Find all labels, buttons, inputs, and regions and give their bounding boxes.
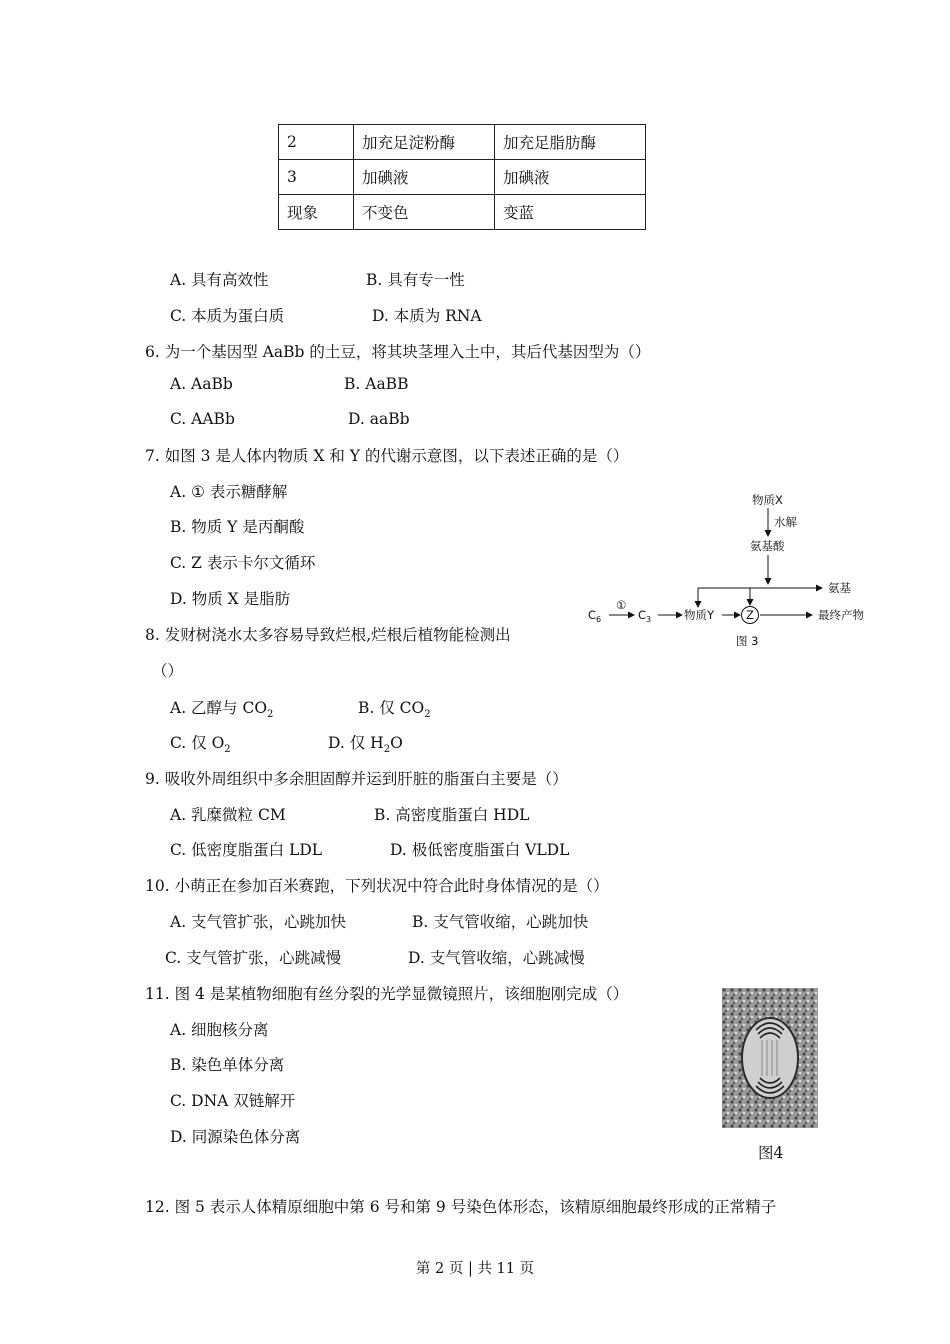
q7-option-b: B. 物质 Y 是丙酮酸	[170, 518, 305, 536]
label-hydrolysis: 水解	[774, 515, 797, 529]
table-row	[279, 160, 646, 195]
q5-option-a: A. 具有高效性	[170, 271, 269, 289]
q7-stem: 7. 如图 3 是人体内物质 X 和 Y 的代谢示意图，以下表述正确的是（）	[145, 447, 629, 465]
q6-option-d: D. aaBb	[348, 410, 410, 428]
table-cell: 2	[279, 125, 354, 160]
q9-option-c: C. 低密度脂蛋白 LDL	[170, 841, 323, 859]
label-z: Z	[746, 608, 754, 622]
q5-option-c: C. 本质为蛋白质	[170, 307, 285, 325]
q8-paren: （）	[152, 662, 184, 680]
label-step-1: ①	[616, 598, 627, 612]
q8-option-c: C. 仅 $O_2$	[170, 734, 231, 756]
q10-stem: 10. 小萌正在参加百米赛跑，下列状况中符合此时身体情况的是（）	[145, 877, 609, 895]
q11-stem: 11. 图 4 是某植物细胞有丝分裂的光学显微镜照片，该细胞刚完成（）	[145, 985, 629, 1003]
q9-option-a: A. 乳糜微粒 CM	[170, 806, 286, 824]
q11-option-a: A. 细胞核分离	[170, 1021, 269, 1039]
q7-option-d: D. 物质 X 是脂肪	[170, 590, 291, 608]
q11-option-b: B. 染色单体分离	[170, 1056, 285, 1074]
mitosis-micrograph	[722, 988, 818, 1128]
q6-stem: 6. 为一个基因型 AaBb 的土豆，将其块茎埋入土中，其后代基因型为（）	[145, 343, 651, 361]
q9-option-d: D. 极低密度脂蛋白 VLDL	[390, 841, 570, 859]
q9-stem: 9. 吸收外周组织中多余胆固醇并运到肝脏的脂蛋白主要是（）	[145, 770, 568, 788]
q10-option-d: D. 支气管收缩，心跳减慢	[408, 949, 585, 967]
label-amino-group: 氨基	[828, 581, 851, 595]
label-final-product: 最终产物	[818, 608, 864, 622]
q6-option-b: B. AaBB	[344, 375, 409, 393]
table-cell: 加碘液	[354, 160, 495, 195]
label-c3: $C_3$	[638, 608, 652, 624]
q10-option-c: C. 支气管扩张，心跳减慢	[165, 949, 342, 967]
table-cell: 加碘液	[495, 160, 646, 195]
q6-option-c: C. AABb	[170, 410, 235, 428]
page-footer: 第 2 页 | 共 11 页	[415, 1261, 535, 1277]
q12-stem: 12. 图 5 表示人体精原细胞中第 6 号和第 9 号染色体形态，该精原细胞最终形成的正常精子	[145, 1198, 777, 1216]
q5-option-b: B. 具有专一性	[366, 271, 465, 289]
table-cell: 3	[279, 160, 354, 195]
q7-option-c: C. Z 表示卡尔文循环	[170, 554, 316, 572]
metabolism-diagram	[580, 488, 880, 653]
figure-3-caption: 图 3	[736, 634, 759, 648]
label-amino-acid: 氨基酸	[750, 539, 785, 553]
figure-4-caption: 图4	[758, 1144, 784, 1162]
label-substance-y: 物质Y	[684, 608, 715, 622]
table-cell: 现象	[279, 195, 354, 230]
table-cell: 不变色	[354, 195, 495, 230]
q7-option-a: A. ① 表示糖酵解	[170, 483, 288, 501]
q11-option-d: D. 同源染色体分离	[170, 1128, 301, 1146]
table-cell: 加充足脂肪酶	[495, 125, 646, 160]
table-row	[279, 125, 646, 160]
q9-option-b: B. 高密度脂蛋白 HDL	[374, 806, 530, 824]
label-c6: $C_6$	[588, 608, 602, 624]
table-cell: 变蓝	[495, 195, 646, 230]
q8-option-b: B. 仅 $CO_2$	[358, 699, 431, 721]
q8-option-a: A. 乙醇与 $CO_2$	[170, 699, 274, 721]
table-cell: 加充足淀粉酶	[354, 125, 495, 160]
q6-option-a: A. AaBb	[170, 375, 233, 393]
table-row	[279, 195, 646, 230]
q10-option-b: B. 支气管收缩，心跳加快	[412, 913, 589, 931]
label-substance-x: 物质X	[752, 493, 783, 507]
experiment-table	[278, 124, 646, 230]
q8-stem: 8. 发财树浇水太多容易导致烂根,烂根后植物能检测出	[145, 626, 511, 644]
q5-option-d: D. 本质为 RNA	[372, 307, 482, 325]
q11-option-c: C. DNA 双链解开	[170, 1092, 296, 1110]
q10-option-a: A. 支气管扩张，心跳加快	[170, 913, 347, 931]
q8-option-d: D. 仅 $H_2O$	[328, 734, 403, 756]
